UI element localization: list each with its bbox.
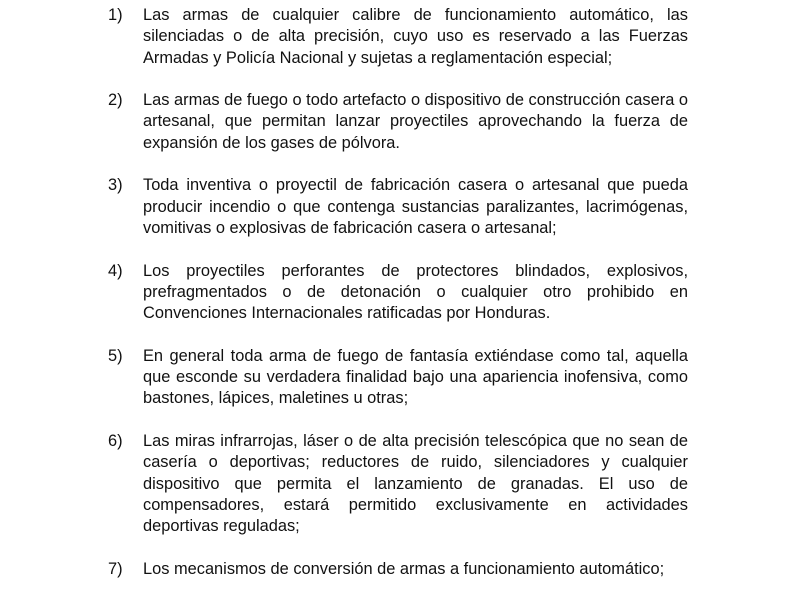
item-number: 1)	[108, 6, 123, 24]
item-number: 2)	[108, 91, 123, 110]
item-text: Las armas de cualquier calibre de funcionamiento automático, las silenciadas o de alta precisión, cuyo uso es reservado a las Fuerzas Armadas y Policía Nacional y sujetas a reglamentación especial;	[143, 6, 688, 67]
list-item	[108, 346, 688, 410]
list-item	[108, 5, 688, 69]
item-number: 7)	[108, 559, 123, 578]
list-item	[108, 261, 688, 325]
list-item	[108, 90, 688, 154]
item-text: Los proyectiles perforantes de protectores blindados, explosivos, prefragmentados o de detonación o cualquier otro prohibido en Convenciones Internacionales ratificadas por Honduras.	[143, 261, 688, 323]
item-number: 5)	[108, 346, 123, 365]
list-item	[108, 175, 688, 239]
item-text: En general toda arma de fuego de fantasía extiéndase como tal, aquella que esconde su verdadera finalidad bajo una apariencia inofensiva, como bastones, lápices, maletines u otras;	[143, 346, 688, 408]
item-text: Las miras infrarrojas, láser o de alta precisión telescópica que no sean de casería o deportivas; reductores de ruido, silenciadores y cualquier dispositivo que permita el lanzamiento de granadas. El uso de compensadores, estará permitido exclusivamente en actividades deportivas reguladas;	[143, 431, 688, 536]
item-text: Toda inventiva o proyectil de fabricación casera o artesanal que pueda producir incendio o que contenga sustancias paralizantes, lacrimógenas, vomitivas o explosivas de fabricación casera o artesanal;	[143, 176, 688, 237]
item-text: Los mecanismos de conversión de armas a funcionamiento automático;	[143, 559, 665, 578]
list-item	[108, 559, 688, 580]
item-number: 6)	[108, 431, 123, 450]
numbered-list	[108, 5, 688, 600]
list-item	[108, 431, 688, 537]
item-number: 3)	[108, 176, 123, 195]
item-text: Las armas de fuego o todo artefacto o dispositivo de construcción casera o artesanal, que permitan lanzar proyectiles aprovechando la fuerza de expansión de los gases de pólvora.	[143, 91, 688, 152]
item-number: 4)	[108, 261, 123, 280]
